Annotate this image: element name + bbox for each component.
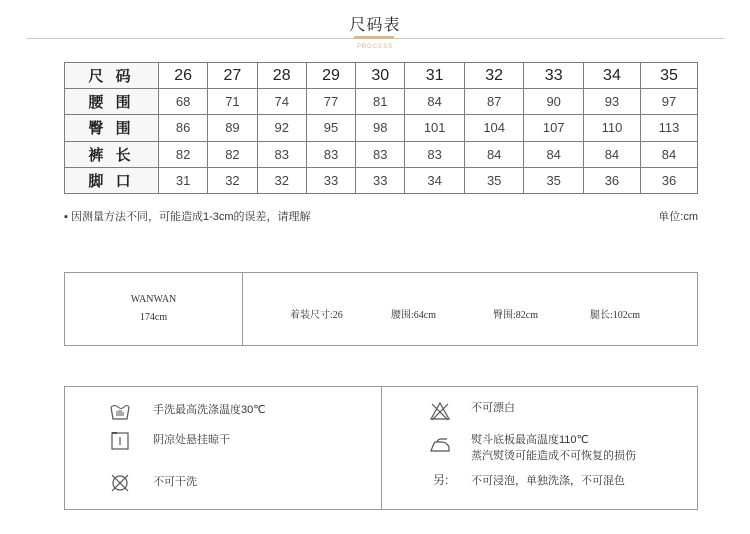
- table-row: [65, 141, 698, 167]
- care-shade-dry: 阴凉处悬挂晾干: [153, 434, 230, 446]
- value-cell: 35: [464, 167, 524, 193]
- size-cell: 32: [464, 63, 524, 89]
- hand-wash-icon: [109, 401, 131, 421]
- care-no-bleach: 不可漂白: [471, 402, 515, 414]
- value-cell: 98: [356, 115, 405, 141]
- model-fit-size: 着装尺寸:26: [290, 310, 343, 321]
- iron-icon: [429, 435, 451, 455]
- size-header-row: [65, 63, 698, 89]
- size-cell: 30: [356, 63, 405, 89]
- value-cell: 84: [640, 141, 697, 167]
- size-cell: 34: [583, 63, 640, 89]
- value-cell: 95: [306, 115, 355, 141]
- value-cell: 71: [208, 89, 257, 115]
- value-cell: 32: [208, 167, 257, 193]
- model-leg: 腿长:102cm: [590, 310, 640, 321]
- value-cell: 36: [583, 167, 640, 193]
- row-label-hem: 脚 口: [65, 167, 159, 193]
- measurement-note: ▪ 因测量方法不同，可能造成1-3cm的误差，请理解: [64, 211, 311, 223]
- value-cell: 87: [464, 89, 524, 115]
- care-hand-wash: 手洗最高洗涤温度30℃: [153, 404, 266, 416]
- table-row: [65, 115, 698, 141]
- value-cell: 101: [405, 115, 465, 141]
- size-cell: 27: [208, 63, 257, 89]
- no-dry-clean-icon: [109, 473, 131, 493]
- size-cell: 29: [306, 63, 355, 89]
- value-cell: 84: [524, 141, 584, 167]
- no-bleach-icon: [429, 401, 451, 421]
- value-cell: 104: [464, 115, 524, 141]
- value-cell: 97: [640, 89, 697, 115]
- value-cell: 84: [583, 141, 640, 167]
- size-table: [64, 62, 698, 194]
- value-cell: 33: [306, 167, 355, 193]
- title-accent-bar: [354, 36, 394, 39]
- value-cell: 82: [159, 141, 208, 167]
- size-cell: 31: [405, 63, 465, 89]
- care-divider: [381, 387, 382, 509]
- model-hip: 臀围:82cm: [493, 310, 538, 321]
- care-instructions-box: [64, 386, 698, 510]
- value-cell: 93: [583, 89, 640, 115]
- size-cell: 26: [159, 63, 208, 89]
- size-cell: 28: [257, 63, 306, 89]
- model-waist: 腰围:64cm: [391, 310, 436, 321]
- value-cell: 77: [306, 89, 355, 115]
- page-title: 尺码表: [349, 17, 401, 34]
- model-height: 174cm: [139, 312, 168, 323]
- model-name: WANWAN: [130, 294, 177, 305]
- value-cell: 81: [356, 89, 405, 115]
- value-cell: 113: [640, 115, 697, 141]
- value-cell: 82: [208, 141, 257, 167]
- value-cell: 83: [356, 141, 405, 167]
- value-cell: 89: [208, 115, 257, 141]
- value-cell: 83: [257, 141, 306, 167]
- table-row: [65, 89, 698, 115]
- care-other-text: 不可浸泡，单独洗涤，不可混色: [471, 475, 625, 487]
- value-cell: 90: [524, 89, 584, 115]
- value-cell: 92: [257, 115, 306, 141]
- model-profile: [65, 273, 243, 345]
- care-other-label: 另:: [433, 473, 449, 487]
- value-cell: 36: [640, 167, 697, 193]
- value-cell: 33: [356, 167, 405, 193]
- value-cell: 84: [464, 141, 524, 167]
- row-label-waist: 腰 围: [65, 89, 159, 115]
- value-cell: 83: [405, 141, 465, 167]
- value-cell: 83: [306, 141, 355, 167]
- value-cell: 35: [524, 167, 584, 193]
- row-label-hip: 臀 围: [65, 115, 159, 141]
- value-cell: 31: [159, 167, 208, 193]
- value-cell: 74: [257, 89, 306, 115]
- row-label-length: 裤 长: [65, 141, 159, 167]
- care-iron-temp: 熨斗底板最高温度110℃: [471, 434, 589, 446]
- model-info-box: [64, 272, 698, 346]
- size-cell: 35: [640, 63, 697, 89]
- value-cell: 34: [405, 167, 465, 193]
- value-cell: 110: [583, 115, 640, 141]
- value-cell: 84: [405, 89, 465, 115]
- table-row: [65, 167, 698, 193]
- value-cell: 32: [257, 167, 306, 193]
- value-cell: 68: [159, 89, 208, 115]
- size-cell: 33: [524, 63, 584, 89]
- size-header-label: 尺 码: [65, 63, 159, 89]
- unit-label: 单位:cm: [658, 211, 698, 223]
- value-cell: 107: [524, 115, 584, 141]
- care-no-dry-clean: 不可干洗: [153, 476, 197, 488]
- value-cell: 86: [159, 115, 208, 141]
- care-iron-warning: 蒸汽熨烫可能造成不可恢复的损伤: [471, 450, 636, 462]
- shade-dry-icon: [109, 431, 131, 451]
- page-subtitle: PROCESS: [356, 44, 394, 50]
